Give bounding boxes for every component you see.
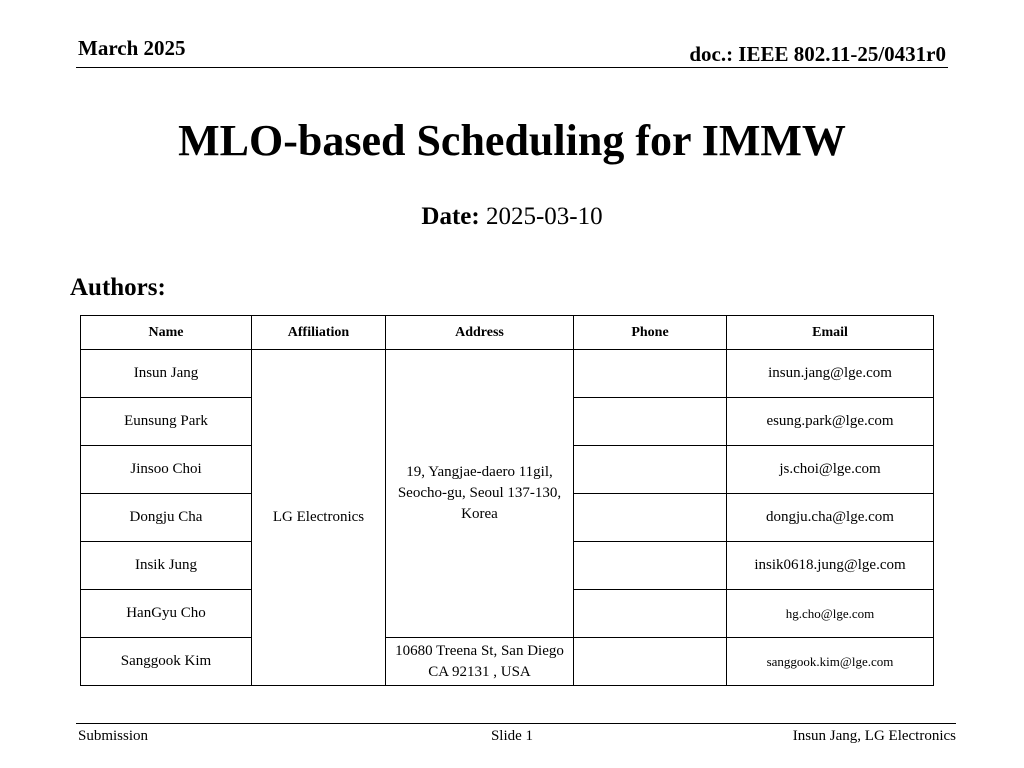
header-email: Email [727, 316, 934, 350]
author-email: insun.jang@lge.com [727, 350, 934, 398]
author-name: HanGyu Cho [81, 590, 252, 638]
header-phone: Phone [574, 316, 727, 350]
author-phone [574, 638, 727, 686]
author-phone [574, 350, 727, 398]
author-email: sanggook.kim@lge.com [727, 638, 934, 686]
author-name: Insik Jung [81, 542, 252, 590]
footer-divider [76, 723, 956, 724]
author-phone [574, 590, 727, 638]
author-phone [574, 398, 727, 446]
header-address: Address [386, 316, 574, 350]
slide-title: MLO-based Scheduling for IMMW [178, 116, 846, 165]
header-name: Name [81, 316, 252, 350]
header-date: March 2025 [78, 36, 186, 60]
date-value: 2025-03-10 [485, 203, 603, 230]
table-row [81, 638, 934, 686]
author-name: Insun Jang [81, 350, 252, 398]
footer-author: Insun Jang, LG Electronics [792, 728, 956, 744]
author-email: esung.park@lge.com [727, 398, 934, 446]
authors-heading: Authors: [70, 274, 166, 301]
table-header-row [81, 316, 934, 350]
author-phone [574, 494, 727, 542]
author-email: insik0618.jung@lge.com [727, 542, 934, 590]
date-line [0, 203, 1024, 231]
author-phone [574, 542, 727, 590]
authors-table [80, 315, 934, 686]
table-row [81, 350, 934, 398]
author-email: dongju.cha@lge.com [727, 494, 934, 542]
author-affiliation: LG Electronics [252, 350, 386, 686]
author-phone [574, 446, 727, 494]
date-label: Date: [421, 203, 480, 230]
header-doc-id: doc.: IEEE 802.11-25/0431r0 [689, 42, 946, 66]
author-name: Jinsoo Choi [81, 446, 252, 494]
footer-slide-number: Slide 1 [490, 728, 534, 744]
footer-submission: Submission [78, 728, 149, 744]
header-affiliation: Affiliation [252, 316, 386, 350]
author-name: Eunsung Park [81, 398, 252, 446]
author-name: Sanggook Kim [81, 638, 252, 686]
address-usa: 10680 Treena St, San Diego CA 92131 , USA [386, 638, 574, 686]
author-name: Dongju Cha [81, 494, 252, 542]
author-email: js.choi@lge.com [727, 446, 934, 494]
address-korea: 19, Yangjae-daero 11gil, Seocho-gu, Seoul 137-130, Korea [386, 350, 574, 638]
header-divider [76, 67, 948, 68]
author-email: hg.cho@lge.com [727, 590, 934, 638]
